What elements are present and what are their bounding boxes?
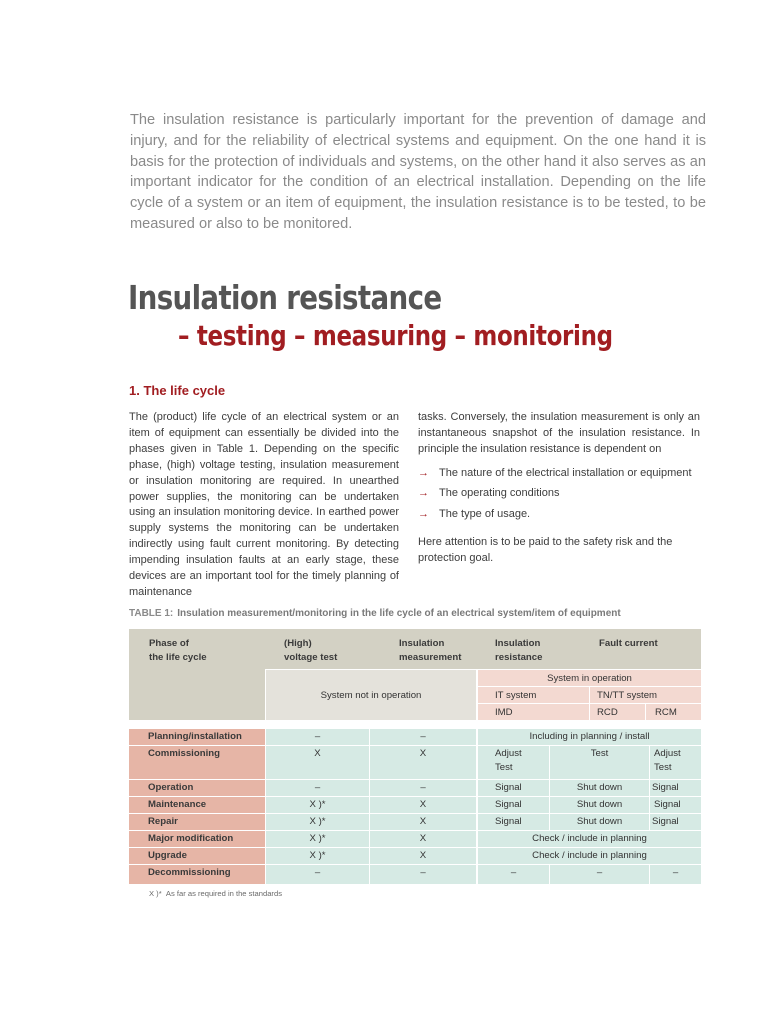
phase-operation: Operation <box>129 780 265 796</box>
table-caption-label: TABLE 1: <box>129 608 174 619</box>
right-column <box>418 410 700 566</box>
table-cell: X )* <box>266 814 369 830</box>
rcd-label: RCD <box>590 704 645 720</box>
table-cell: Shut down <box>550 814 649 830</box>
tntt-system-label: TN/TT system <box>590 687 701 703</box>
table-cell: – <box>370 865 476 884</box>
footnote-text: As far as required in the standards <box>165 889 282 898</box>
table-cell: X )* <box>266 831 369 847</box>
table-caption <box>129 608 621 619</box>
table-cell: Signal <box>478 780 549 796</box>
table-cell: Signal <box>650 780 701 796</box>
table-cell: X <box>370 797 476 813</box>
imd-label: IMD <box>478 704 589 720</box>
phase-major-modification: Major modification <box>129 831 265 847</box>
intro-paragraph: The insulation resistance is particularly important for the prevention of damage and injury, and for the reliability of electrical systems and equipment. On the one hand it is basis for the protection of individuals and systems, on the other hand it also serves as an important indicator for the condition of an electrical installation. Depending on the life cycle of a system or an item of equipment, the insulation resistance is to be tested, to be measured or also to be monitored. <box>130 112 706 232</box>
phase-commissioning: Commissioning <box>129 746 265 779</box>
rcm-label: RCM <box>646 704 701 720</box>
table-cell: X <box>370 814 476 830</box>
section-heading: 1. The life cycle <box>129 383 226 398</box>
table-footnote <box>149 889 282 898</box>
table-cell: – <box>266 865 369 884</box>
table-cell: Shut down <box>550 797 649 813</box>
header-phase: Phase of the life cycle <box>149 638 207 663</box>
table-cell: Signal <box>650 797 701 813</box>
phase-planning: Planning/installation <box>129 729 265 745</box>
table-cell: Check / include in planning <box>478 831 701 847</box>
list-item: → The type of usage. <box>418 507 700 523</box>
table-header-phase-extension <box>129 669 265 720</box>
system-in-operation: System in operation <box>478 670 701 686</box>
table-cell: Adjust Test <box>478 746 549 779</box>
table-cell: X <box>370 746 476 779</box>
arrow-right-icon: → <box>418 507 429 520</box>
phase-repair: Repair <box>129 814 265 830</box>
table-cell: – <box>370 729 476 745</box>
phase-decommissioning: Decommissioning <box>129 865 265 884</box>
table-cell: Shut down <box>550 780 649 796</box>
table-cell: – <box>266 729 369 745</box>
table-cell: – <box>650 865 701 884</box>
table-cell: X )* <box>266 797 369 813</box>
table-cell: Test <box>550 746 649 779</box>
right-column-text: tasks. Conversely, the insulation measurement is only an instantaneous snapshot of the insulation resistance. In principle the insulation resistance is dependent on <box>418 411 700 455</box>
table-cell: – <box>266 780 369 796</box>
arrow-right-icon: → <box>418 466 429 479</box>
it-system-label: IT system <box>478 687 589 703</box>
phase-maintenance: Maintenance <box>129 797 265 813</box>
table-cell: X )* <box>266 848 369 864</box>
table-cell: – <box>370 780 476 796</box>
table-cell: – <box>478 865 549 884</box>
left-column <box>129 410 399 601</box>
header-high-voltage-test: (High) voltage test <box>284 638 338 663</box>
list-item: → The nature of the electrical installation or equipment <box>418 466 700 482</box>
table-cell: – <box>550 865 649 884</box>
header-insulation-measurement: Insulation measurement <box>399 638 462 663</box>
table-cell: X <box>370 831 476 847</box>
header-fault-current: Fault current <box>599 638 658 649</box>
arrow-right-icon: → <box>418 487 429 500</box>
table-cell: Adjust Test <box>650 746 701 779</box>
header-insulation-resistance: Insulation resistance <box>495 638 543 663</box>
phase-upgrade: Upgrade <box>129 848 265 864</box>
page-title: Insulation resistance <box>128 278 442 317</box>
table-cell: Including in planning / install <box>478 729 701 745</box>
system-not-in-operation: System not in operation <box>266 670 476 720</box>
table-cell: X <box>266 746 369 779</box>
table-cell: Signal <box>650 814 701 830</box>
table-cell: X <box>370 848 476 864</box>
list-item: → The operating conditions <box>418 486 700 502</box>
page-subtitle: – testing – measuring – monitoring <box>178 319 613 352</box>
dependency-list <box>418 466 700 523</box>
footnote-mark: X )* <box>149 889 162 898</box>
table-cell: Signal <box>478 797 549 813</box>
table-caption-text: Insulation measurement/monitoring in the life cycle of an electrical system/item of equipment <box>177 608 621 619</box>
table-cell: Check / include in planning <box>478 848 701 864</box>
table-cell: Signal <box>478 814 549 830</box>
left-column-text: The (product) life cycle of an electrical system or an item of equipment can essentially be divided into the phases given in Table 1. Depending on the specific phase, (high) voltage testing, insulation measurement or insulation monitoring are required. In unearthed power supplies, the monitoring can be undertaken using an insulation monitoring device. In earthed power supply systems the monitoring can be undertaken indirectly using fault current monitoring. By detecting impending insulation faults at an early stage, these devices are an important tool for the timely planning of maintenance <box>129 411 399 598</box>
right-column-closing: Here attention is to be paid to the safety risk and the protection goal. <box>418 535 673 564</box>
